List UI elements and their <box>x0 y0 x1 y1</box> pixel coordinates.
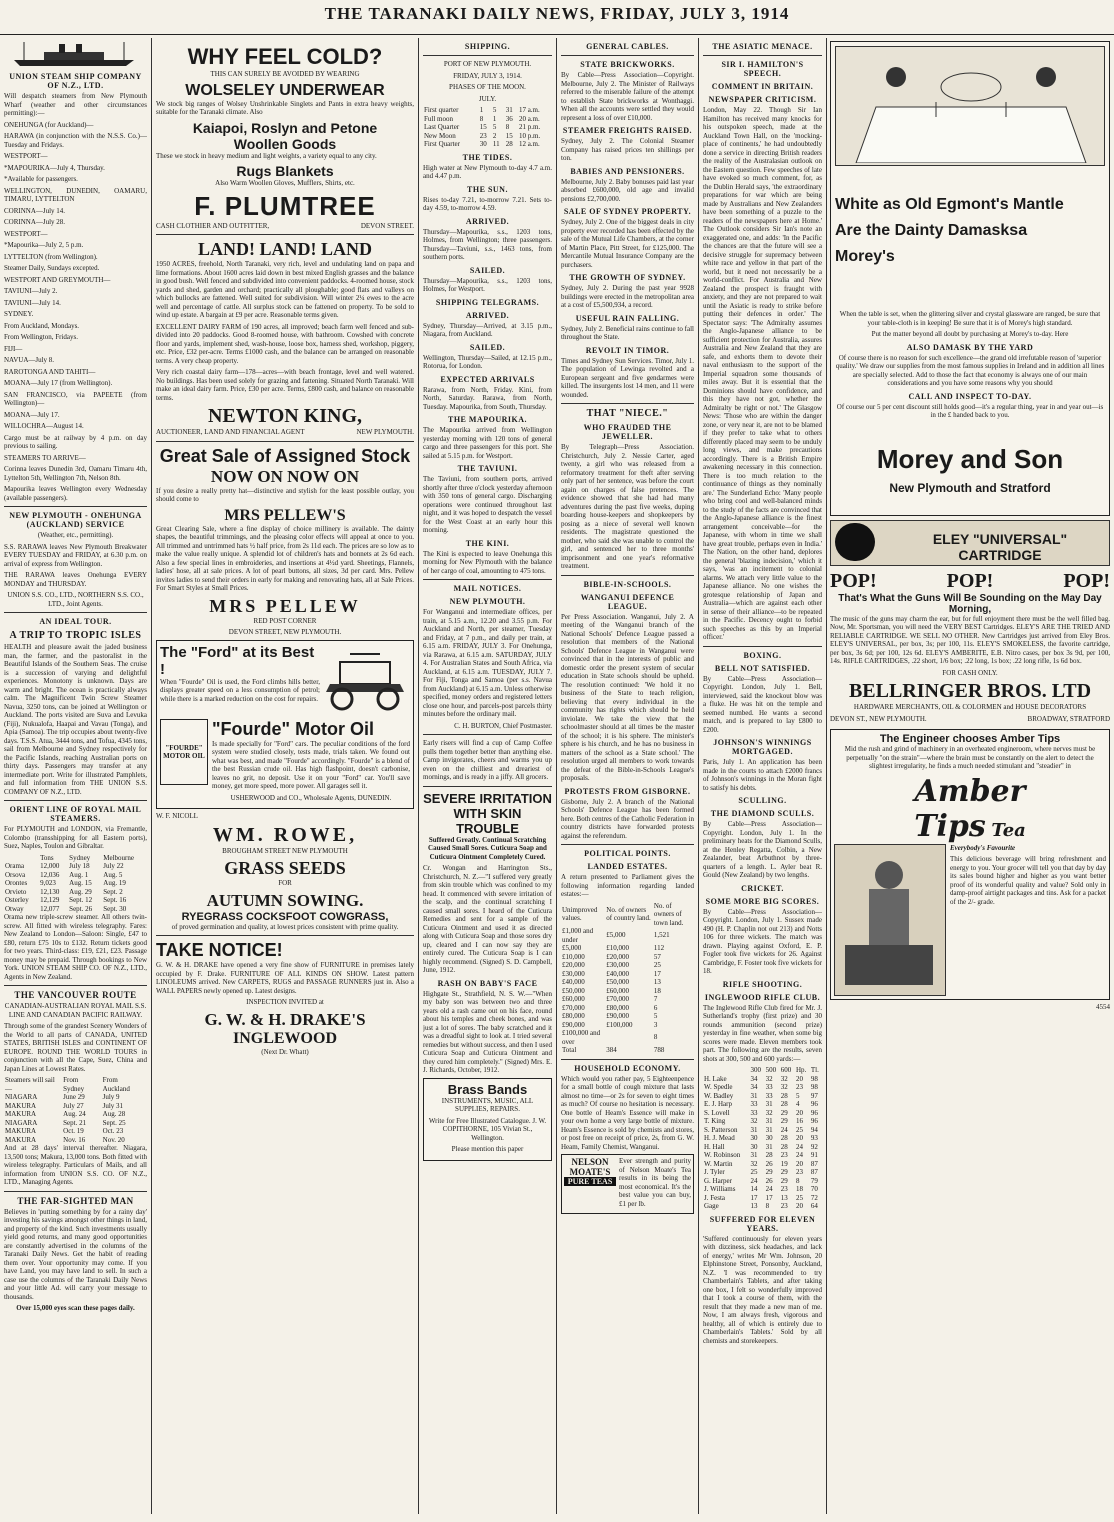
np: NEW PLYMOUTH. <box>449 597 526 606</box>
sydney-prop-text: Sydney, July 2. One of the biggest deals in city property ever recorded has been effected by the sale of the Mutual Life Chambers, at the corner of Martin Place, Pitt Street, for £125,000. The Mercantile Mutual Insurance Company are the purchasers. <box>561 218 694 269</box>
onehunga-sub: (Weather, etc., permitting). <box>37 531 114 539</box>
pellew-sub: DEVON STREET, NEW PLYMOUTH. <box>228 628 342 636</box>
page-number: 4554 <box>1096 1002 1110 1011</box>
farsighted-title: THE FAR-SIGHTED MAN <box>17 1195 134 1206</box>
morey-son: Morey and Son <box>876 443 1064 474</box>
brass4: Please mention this paper <box>451 1145 524 1153</box>
tropic-text: HEALTH and pleasure await the jaded business man, the farmer, and the pastoralist in the Beautiful Islands of the Southern Seas. The cruise is a succession of varying and delightful experiences. Monotony is unknown. Days are warm and bright. The ocean is practically always calm. The Magnificent Twin Screw Steamer Navua, 3250 tons, can be joined at Wellington or Auckland. The ports visited are Suva and Levuka (Fiji), Nukualofa, Haapai and Vavau (Tonga), and Apia (Samoa). The trip occupies about twenty-five days. T.S.S. Atua, 3444 tons, and Tofua, 4345 tons, sail from Melbourne and Sydney respectively for the Pacific Islands, reaching Australian ports on thirty days. Passengers may transfer at any intermediate port. Write for illustrated Pamphlets, and full information from THE UNION S.S. COMPANY OF N.Z., LTD. <box>4 643 147 796</box>
table-row: £80,000 £90,000 5 <box>562 1012 658 1020</box>
brickworks: STATE BRICKWORKS. <box>580 60 675 69</box>
sun: THE SUN. <box>467 184 508 194</box>
criticism: NEWSPAPER CRITICISM. <box>708 95 817 104</box>
table-row: £30,000 £40,000 17 <box>562 969 661 978</box>
farsighted-end: Over 15,000 eyes scan these pages daily. <box>16 1304 135 1312</box>
table-row: W. Robinson 31 28 23 24 91 <box>704 1151 818 1159</box>
table-row: Orsova 12,036 Aug. 1 Aug. 5 <box>5 870 123 879</box>
cold-title: WHY FEEL COLD? <box>187 44 383 69</box>
column-news <box>703 38 822 1516</box>
table-row: MAKURA July 27 July 31 <box>5 1101 124 1110</box>
guns: That's What the Guns Will Be Sounding on the May Day Morning, <box>838 592 1102 615</box>
freights: STEAMER FREIGHTS RAISED. <box>562 126 693 135</box>
rowe-title: WM. ROWE, <box>212 823 358 846</box>
mapourika: THE MAPOURIKA. <box>448 415 527 424</box>
union-schedule: Will despatch steamers from New Plymouth Wharf (weather and other circumstances permitting):— ONEHUNGA (for Auckland)— HARAWA (in conjunction with the N.S.S. Co.)—Tuesday and Fridays. WESTPORT— *MAPOURIKA—July 4, Thursday. *Available for passengers. WELLINGTON, DUNEDIN, OAMARU, TIMARU, LYTTELTON CORINNA—July 14. CORINNA—July 28. WESTPORT— *Mapourika—July 2, 5 p.m. LYTTELTON (from Wellington). Steamer Daily, Sundays excepted. WESTPORT AND GREYMOUTH— TAVIUNI—July 2. TAVIUNI—July 14. SYDNEY. From Auckland, Mondays. From Wellington, Fridays. FIJI— NAVUA—July 8. RAROTONGA AND TAHITI— MOANA—July 17 (from Wellington). SAN FRANCISCO, via PAPEETE (from Wellington)— MOANA—July 17. WILLOCHRA—August 14. Cargo must be at railway by 4 p.m. on day previous to sailing. STEAMERS TO ARRIVE— Corinna leaves Dunedin 3rd, Oamaru Timaru 4th, Lyttelton 5th, Wellington 7th, Nelson 8th. Mapourika leaves Wellington every Wednesday (available passengers). <box>4 92 147 502</box>
table-row: W. Badley 31 33 28 5 97 <box>704 1091 818 1100</box>
table-row: G. Harper 24 26 29 8 79 <box>704 1176 818 1185</box>
sailed2-text: Wellington, Thursday—Sailed, at 12.15 p.m., Rotorua, for London. <box>423 353 552 370</box>
arrived-text: Thursday—Mapourika, s.s., 1203 tons, Holmes, from Wellington; three passengers. Thursday—Taviuni, s.s., 1463 tons, from southern ports. <box>423 227 552 261</box>
rash: RASH ON BABY'S FACE <box>437 978 538 988</box>
table-row: £5,000 £10,000 112 <box>562 944 665 952</box>
inspection: INSPECTION INVITED at <box>246 998 324 1006</box>
landed: LANDED ESTATES. <box>587 862 668 871</box>
suffered: SUFFERED FOR ELEVEN YEARS. <box>709 1214 816 1233</box>
asiatic-text: London, May 22. Though Sir Ian Hamilton has received many knocks for his outspoken speech, made at the Auckland Town Hall, on the 'mocking-place of continents,' he had undoubtedly done a service in directing British readers the reality of the Australasian outlook on the Eastern question. Few speeches of late have evoked so much comment, for, as the Dublin Herald says, 'the extraordinary preparations for war which are being made by Australians and New Zealanders have been something of a puzzle to the readers of the newspapers here at Home.' The Outlook considers Sir Ian's note an exaggerated one, and adds: 'In the Pacific the chances are that the future will see a decisive struggle for supremacy between white race and yellow in that part of the world, but it need not necessarily be a world-conflict. For Australia and New Zealand the prospect is fraught with anxiety, and they are not prepared to wait until the Asiatic is ready to strike before putting their defences in order.' The Spectator says: 'The Admiralty assumes the Anglo-Japanese alliance to be sufficient protection for Australia, assures Australia and New Zealand that they are safe, and exhorts them to devote their naval enthusiasm to the support of the Imperial squadron some thousands of miles away. But it is essential that the Dominions should have confidence, and this they have not got, whether the Admiralty be right or not.' The Glasgow News: 'Those who are within the danger zone, or very near it, are not to be blamed if they prefer to take what to others differently placed may seem to be unduly long views, and make precautions accordingly. There is a British Empire awakening necessary in this connection. There is too much relation to the continuance of things as they nominally are.' The Sunderland Echo: 'Many people who bring cool and well-balanced minds to the study of the facts are convinced that the Anglo-Japanese alliance is the finest arrangement conceivable—for the Japanese, with whom in time we shall have great trouble, perhaps even in India.' The Nation, on the other hand, deplores the general 'blazing indecision,' which it says, 'was an incitement to colonial alarms. We attach very little value to the Japanese alliance. No one wishes the grotesque relationship of Japan and Australia—which are against each other in sense of their alliance—to be repeated in the Pacific. Decency ought to forbid such speeches as this by an Imperial officer.' <box>703 106 822 641</box>
orient-text: For PLYMOUTH and LONDON, via Fremantle, Colombo (transshipping for all Eastern ports), Suez, Naples, Toulon and Gibraltar. <box>4 825 147 850</box>
table-row: S. Lovell 33 32 29 20 96 <box>704 1108 818 1117</box>
cold-sub: THIS CAN SURELY BE AVOIDED BY WEARING <box>210 70 360 78</box>
sailed2: SAILED. <box>469 342 506 352</box>
pellews: MRS PELLEW'S <box>224 506 346 524</box>
land-title: LAND! LAND! LAND <box>198 239 372 259</box>
niece: THAT "NIECE." <box>586 408 669 419</box>
table-row: Total 384 788 <box>562 1046 665 1054</box>
sailed: SAILED. <box>469 265 506 275</box>
cricket-text: By Cable—Press Association—Copyright. London, July 1. Sussex made 490 (H. P. Chaplin not out 213) and Notts 106 for three wickets. The match was drawn. Playing against Oxford, E. P. Fogler took five wickets for 26. Against Cambridge, F. Foster took five wickets for 18. <box>703 907 822 975</box>
ford-text: When "Fourde" Oil is used, the Ford climbs hills better, displays greater speed on a less consumption of petrol; while there is a marked reduction on the cost for repairs. <box>160 677 320 703</box>
jeweller: WHO FRAUDED THE JEWELLER. <box>583 423 672 441</box>
babies: BABIES AND PENSIONERS. <box>570 166 685 176</box>
tides-text: High water at New Plymouth to-day 4.7 a.m. and 4.47 p.m. <box>423 163 552 180</box>
shipping-title: SHIPPING. <box>464 42 511 51</box>
now-on: NOW ON NOW ON <box>210 466 360 486</box>
bible-text: Per Press Association. Wanganui, July 2. A meeting of the Wanganui branch of the National Schools' Defence League passed a resolution that members of the National Schools' Defence League in Wanganui were convinced that in the interests of public and domestic order the present system of secular education in State schools should be upheld. The resolution continued: 'We hold it no business of the State to teach religion, believing that every individual in the community has rights which should be held inviolate. We take the view that the schoolmaster should at all times be the master of the school; it is his sphere. The minister's sphere is his church, and he has no business in matters of the school as a State school.' The resolution urged all members to work towards the defeat of the Bible-in-Schools League's proposals. <box>561 612 694 782</box>
diamond: THE DIAMOND SCULLS. <box>710 809 815 818</box>
cash-only: FOR CASH ONLY. <box>942 668 998 677</box>
table-row: £60,000 £70,000 7 <box>562 995 658 1003</box>
brass3: Write for Free Illustrated Catalogue. J. W. COPITHORNE, 105 Vivian St., Wellington. <box>428 1116 547 1142</box>
table-row: Last Quarter 15 5 8 21 p.m. <box>424 123 541 131</box>
damask: ALSO DAMASK BY THE YARD <box>906 342 1034 352</box>
kini-text: The Kini is expected to leave Onehunga this morning for New Plymouth with the balance of her cargo of coal, amounting to 475 tons. <box>423 549 552 575</box>
plumtree: F. PLUMTREE <box>194 190 376 221</box>
for-word: FOR <box>278 879 292 887</box>
column-rule <box>826 38 827 1514</box>
cuticura-text: Cr. Wongan and Harrington Sts., Christchurch, N. Z.—"I suffered very greatly from skin trouble which was confined to my head. It commenced with severe irritation of the scalp, and the continual scratching I caused small sores. I heard of the Cuticura Remedies and sent for a sample of the Cuticura Ointment and used it as directed along with Cuticura Soap and those sores dry up, cleared and I can now say they are entirely cured. The Cuticura Soap is I can highly recommend. (Signed) S. D. Campbell, June, 1912. <box>423 864 552 974</box>
vancouver-text: Through some of the grandest Scenery Wonders of the World to all parts of CANADA, UNITED STATES, BRITISH ISLES and CONTINENT OF EUROPE. ROUND THE WORLD TOURS in conjunction with all the Cape, Suez, China and Japan Lines at Lowest Rates. <box>4 1022 147 1073</box>
moreys: Morey's <box>835 248 895 265</box>
onehunga-text: THE RARAWA leaves Onehunga EVERY MONDAY and THURSDAY. <box>4 571 147 588</box>
nicoll: W. F. NICOLL <box>156 812 198 820</box>
bell-text: By Cable—Press Association—Copyright. London, July 1. Bell, interviewed, said the knockout blow was a fluke. He was hit on the temple and seemed numbed. He wants a second match, and is prepared to lay £800 to £200. <box>703 674 822 734</box>
table-row: £10,000 £20,000 57 <box>562 952 661 961</box>
taviuni: THE TAVIUNI. <box>457 464 518 473</box>
column-cables <box>561 38 694 1516</box>
oil-can-icon: "FOURDE" MOTOR OIL <box>160 719 208 785</box>
asiatic: THE ASIATIC MENACE. <box>712 42 813 51</box>
rain-text: Sydney, July 2. Beneficial rains continue to fall throughout the State. <box>561 324 694 341</box>
ford-title: The "Ford" at its Best ! <box>160 643 315 678</box>
column-rule <box>151 38 152 1514</box>
ryegrass: RYEGRASS COCKSFOOT COWGRASS, <box>181 910 389 923</box>
orient-table: Tons Sydney Melbourne Orama 12,000 July 18 July 22 Orsova 12,036 Aug. 1 Aug. 5 Orontes 9,023 Aug. 15 Aug. 19 Orvieto 12,130 Aug. 29 Sept. 2 Osterley 12,129 Sept. 12 Sept. 16 Otway 12,077 Sept. 26 Sept. 30 <box>4 854 147 914</box>
vancouver-sub: CANADIAN-AUSTRALIAN ROYAL MAIL S.S. LINE AND CANADIAN PACIFIC RAILWAY. <box>4 1002 147 1019</box>
union-title: UNION STEAM SHIP COMPANY OF N.Z., LTD. <box>9 72 142 90</box>
wolseley: WOLSELEY UNDERWEAR <box>185 81 385 99</box>
table-row: J. Williams 14 24 23 18 70 <box>704 1185 818 1193</box>
usherwood: USHERWOOD and CO., Wholesale Agents, DUNEDIN. <box>230 793 392 802</box>
next-dr: (Next Dr. Whatt) <box>261 1047 309 1056</box>
onehunga-title: NEW PLYMOUTH - ONEHUNGA (AUCKLAND) SERVICE <box>9 511 142 529</box>
johnson: JOHNSON'S WINNINGS MORTGAGED. <box>713 738 812 756</box>
table-row: £50,000 £60,000 18 <box>562 986 661 995</box>
grass-seeds: GRASS SEEDS <box>224 858 346 878</box>
kaiapoi: Kaiapoi, Roslyn and Petone <box>192 119 378 136</box>
sculling: SCULLING. <box>738 796 787 805</box>
rifle-table: 300 500 600 Hp. Tl. H. Lake 34 32 32 20 98 W. Spedle 34 33 32 23 98 W. Badley 31 33 28 5 97 E. J. Harp 33 31 28 4 96 S. Lovell 33 32 29 20 96 T. King 32 31 29 16 96 S. Patterson 31 31 24 25 94 H. J. Mead 30 30 28 20 93 H. Hall 30 31 28 24 92 W. Robinson 31 28 23 24 91 W. Martin 32 26 19 20 87 J. Tyler 25 29 29 23 87 G. Harper 24 26 29 8 79 J. Williams 14 24 23 18 70 J. Festa 17 17 13 25 72 Gage 13 8 23 20 64 <box>703 1066 822 1211</box>
table-row: £1,000 and under £5,000 1,521 <box>562 927 670 944</box>
taviuni-text: The Taviuni, from southern ports, arrived shortly after three o'clock yesterday afternoon with 350 tons of general cargo. Discharging operations were continued throughout last night, and it was hoped to despatch the vessel for the West Coast at an early hour this morning. <box>423 475 552 534</box>
amber-text: This delicious beverage will bring refreshment and energy to you. Your grocer will tell you that day by day its sales bound higher and higher as you want better proof of its wonderful quality and value? Sold only in damp-proof airtight packages and tins. Ask for a packet of the 2/- grade. <box>950 855 1106 906</box>
rugs-text: Also Warm Woollen Gloves, Mufflers, Shirts, etc. <box>215 179 355 187</box>
table-row: H. Hall 30 31 28 24 92 <box>704 1142 818 1151</box>
rain: USEFUL RAIN FALLING. <box>575 313 680 323</box>
newton-king: NEWTON KING, <box>207 405 363 427</box>
table-row: Full moon 8 1 36 20 a.m. <box>424 114 540 123</box>
table-row: T. King 32 31 29 16 96 <box>704 1117 818 1125</box>
comment: COMMENT IN BRITAIN. <box>711 82 814 91</box>
woollen: Woollen Goods <box>233 135 337 152</box>
steamship-icon <box>4 40 147 68</box>
table-row: £70,000 £80,000 6 <box>562 1003 658 1012</box>
babies-text: Melbourne, July 2. Baby bonuses paid last year absorbed £600,000, old age and invalid pensions £2,700,000. <box>561 177 694 203</box>
woollen-text: These we stock in heavy medium and light weights, a variety equal to any city. <box>156 151 377 160</box>
pop-row: POP! POP! POP! <box>830 569 1110 592</box>
table-row: J. Festa 17 17 13 25 72 <box>704 1193 818 1202</box>
vancouver-table: Steamers will sail— From Sydney From Auckland NIAGARA June 29 July 9 MAKURA July 27 July 31 MAKURA Aug. 24 Aug. 28 NIAGARA Sept. 21 Sept. 25 MAKURA Oct. 19 Oct. 23 MAKURA Nov. 16 Nov. 20 <box>4 1076 147 1144</box>
table-row: J. Tyler 25 29 29 23 87 <box>704 1168 818 1176</box>
table-row: W. Martin 32 26 19 20 87 <box>704 1159 818 1168</box>
morey-text: Of course our 5 per cent discount still holds good—it's a regular thing, year in and year out—is in the £ handed back to you. <box>836 402 1104 419</box>
arrived2: ARRIVED. <box>465 310 510 320</box>
july: JULY. <box>478 94 497 103</box>
table-row: First quarter 1 5 31 17 a.m. <box>424 106 540 114</box>
pellew-text: Great Clearing Sale, where a fine display of choice millinery is available. The dainty shapes, the beautiful trimmings, and the pleasing color effects will appeal at once to you. All trimmed and untrimmed hats ½ half price, from 2s 11d each. The prices are so low as to make the value really unique. A splendid lot of children's hats and bonnets at 2s 6d each. Also a few special lines in embroideries, and insertions at 4½d yard. Sheetings, Flannels, ladies' hose, all at sale prices. A lot of pearl buttons, all sizes, 3d per card. Mrs. Pellew invites ladies to send their orders in early for making and renovating hats, all at Sale Prices. For Smart Styles at Small Prices. <box>156 524 414 592</box>
cartridge-icon <box>835 523 875 561</box>
league: WANGANUI DEFENCE LEAGUE. <box>580 592 675 611</box>
telegrams: SHIPPING TELEGRAMS. <box>435 297 540 307</box>
port: PORT OF NEW PLYMOUTH. <box>443 60 532 68</box>
sailed-text: Thursday—Mapourika, s.s., 1203 tons, Holmes, for Westport. <box>423 276 552 293</box>
ideal-tour: AN IDEAL TOUR. <box>39 617 112 626</box>
white-mantle: White as Old Egmont's Mantle <box>835 196 1064 213</box>
bell: BELL NOT SATISFIED. <box>714 663 811 673</box>
table-row: New Moon 23 2 15 10 p.m. <box>424 131 541 140</box>
morey-ad <box>830 41 1110 516</box>
severe1: SEVERE IRRITATION <box>423 790 552 806</box>
pellew-sub: RED POST CORNER <box>253 616 317 625</box>
table-row: S. Patterson 31 31 24 25 94 <box>704 1125 818 1134</box>
timor: REVOLT IN TIMOR. <box>585 345 670 355</box>
hamilton: SIR I. HAMILTON'S SPEECH. <box>721 60 804 78</box>
table-row: First Quarter 30 11 28 12 a.m. <box>424 140 540 148</box>
plumtree-address: CASH CLOTHIER AND OUTFITTER, DEVON STREET. <box>156 221 414 230</box>
vancouver-title: THE VANCOUVER ROUTE <box>14 990 137 1000</box>
phases: PHASES OF THE MOON. <box>449 83 526 91</box>
table-row: £20,000 £30,000 25 <box>562 961 661 969</box>
ryegrass-text: of proved germination and quality, at lowest prices consistent with prime quality. <box>171 922 399 931</box>
column-shipping <box>423 38 552 1516</box>
table-row: £40,000 £50,000 13 <box>562 978 661 986</box>
table-row: W. Spedle 34 33 32 23 98 <box>704 1083 818 1091</box>
landed-table: Unimproved values. No. of owners of country land. No. of owners of town land. £1,000 and under £5,000 1,521 £5,000 £10,000 112 £10,000 £20,000 57 £20,000 £30,000 25 £30,000 £40,000 17 £40,000 £50,000 13 £50,000 £60,000 18 £60,000 £70,000 7 £70,000 £80,000 6 £80,000 £90,000 5 £90,000 £100,000 3 £100,000 and over 8 Total 384 788 <box>561 902 694 1055</box>
wolseley-text: We stock big ranges of Wolsey Unshrinkable Singlets and Pants in extra heavy weights, suitable for the Taranaki climate. Also <box>156 99 414 116</box>
general-cables: GENERAL CABLES. <box>586 42 669 51</box>
table-row: Orama 12,000 July 18 July 22 <box>5 862 124 870</box>
burton: C. H. BURTON, Chief Postmaster. <box>454 721 552 730</box>
growth-text: Sydney, July 2. During the past year 9928 buildings were erected in the metropolitan area at a cost of £5,500,934, a record. <box>561 284 694 309</box>
mail-text: For Wanganui and intermediate offices, per train, at 5.15 a.m., 12.20 and 3.55 p.m. For Auckland and North, per steamer, Tuesday and Friday, at 7 p.m., and daily per train, at 6.15 a.m. FRIDAY, JULY 3. For Onehunga, via Rarawa, at 6.15 a.m. SATURDAY, JULY 4. For Australian States and South Africa, via Auckland, at 6.15 a.m. TUESDAY, JULY 7. For Fiji, Tonga and Samoa (per s.s. Navua from Auckland) at 6.15 a.m. Unless otherwise specified, money orders and registered letters close one hour, and parcels-post parcels thirty minutes before the ordinary mail. <box>423 608 552 718</box>
freights-text: Sydney, July 2. The Colonial Steamer Company has raised prices ten shillings per ton. <box>561 137 694 162</box>
column-rule <box>698 38 699 1514</box>
favourite: Everybody's Favourite <box>950 843 1016 852</box>
table-row: Otway 12,077 Sept. 26 Sept. 30 <box>5 904 127 913</box>
table-row: Orontes 9,023 Aug. 15 Aug. 19 <box>5 879 126 887</box>
table-row: MAKURA Oct. 19 Oct. 23 <box>5 1127 124 1135</box>
dainty-damasks: Are the Dainty Damasksa <box>835 222 1028 239</box>
cuticura-head: Suffered Greatly. Continual Scratching Caused Small Sores. Cuticura Soap and Cuticura Ointment Completely Cured. <box>428 835 547 861</box>
early-text: Early risers will find a cup of Camp Coffee pulls them together better than anything else. Camp invigorates, cheers and warms you up even on the chilliest and dreariest of mornings, and is ready in a jiffy. All grocers. <box>423 739 552 781</box>
table-row: H. J. Mead 30 30 28 20 93 <box>704 1134 818 1142</box>
dining-table-illustration <box>835 46 1105 166</box>
bellringer: BELLRINGER BROS. LTD <box>848 680 1092 702</box>
guns-text: The music of the guns may charm the ear, but for full enjoyment there must be the well filled bag. Now, Mr. Sportsman, you will need the VERY BEST Cartridges. ELEY'S ARE THE TRIED AND RELIABLE CARTRIDGE. WE SELL NO OTHER. New Cartridges just arrived from Eley Bros. ELEY'S UNIVERSAL, per box, 3s; per 100, 11s. ELEY'S SMOKELESS, the favorite cartridge, per box, 3s 6d; per 100, 12s 6d. ELEY'S AMBERITE, E.B. Nitro cases, per box 3s 9d, per 100, 14s. RIFLE CARTRIDGES, .22 short, 1/6 box; .22 long, 1s box; .22 long rifle, 1s 6d box. <box>830 614 1110 665</box>
vancouver-after: And at 28 days' interval thereafter. Niagara, 13,500 tons; Makura, 13,000 tons. Both fitted with wireless telegraphy. Particulars of Mails, and all information from UNION S.S. CO. OF N.Z., LTD., Managing Agents. <box>4 1144 147 1186</box>
amber-tips-ad <box>830 729 1110 1000</box>
land-text: EXCELLENT DAIRY FARM of 190 acres, all improved; beach farm well fenced and sub-divided into 20 paddocks. Good 8-roomed house, with bathroom. Cowshed with concrete floor and yards, implement shed, wash-house, loose box, harness shed, workshop, piggery, etc. Price, £32 per-acre. Terms £1000 cash, and the balance can be arranged on reasonable terms. A very cheap property. <box>156 322 414 365</box>
orient-after: Orama new triple-screw steamer. All others twin-screw. All fitted with wireless telegraphy. Fares: New Zealand to London—Saloon: Single, £47 to £80, return £75 10s to £132. Return tickets good for two years. Third-class: £19, £21, £23. Passage money may be prepaid. Through bookings to New York. UNION STEAM SHIP CO. OF N.Z., LTD., Agents in New Zealand. <box>4 913 147 981</box>
inglewood: INGLEWOOD <box>232 1029 337 1047</box>
column-rule <box>556 38 557 1514</box>
rowe-street: BROUGHAM STREET NEW PLYMOUTH <box>222 846 348 855</box>
onehunga-text: S.S. RARAWA leaves New Plymouth Breakwater EVERY TUESDAY and FRIDAY, at 6.30 p.m. on arrival of express from Wellington. <box>4 542 147 568</box>
mapourika-text: The Mapourika arrived from Wellington yesterday morning with 120 tons of general cargo and three passengers for this port. She sailed at 5.15 p.m. for Westport. <box>423 426 552 460</box>
brass-ad <box>423 1078 552 1161</box>
scores: SOME MORE BIG SCORES. <box>705 896 820 906</box>
table-row: Osterley 12,129 Sept. 12 Sept. 16 <box>5 896 127 904</box>
notice-text: G. W. & H. DRAKE have opened a very fine show of FURNITURE in premises lately occupied by F. Drake. FURNITURE OF ALL KINDS ON SHOW. Latest pattern LINOLEUMS arrived. New CARPETS, RUGS and PASSAGE RUNNERS just in. Also a WALL PAPERS newly opened up. Latest designs. <box>156 961 414 995</box>
table-row: £90,000 £100,000 3 <box>562 1020 658 1029</box>
inglewood-club: INGLEWOOD RIFLE CLUB. <box>704 992 821 1002</box>
table-row: £100,000 and over 8 <box>562 1029 658 1046</box>
call-inspect: CALL AND INSPECT TO-DAY. <box>908 391 1032 401</box>
amber-tips-logo: Amber Tips Tea <box>914 773 1026 844</box>
engineer-text: Mid the rush and grind of machinery in an overheated engineroom, where nerves must be perpetually "on the strain"—where the brain must be constantly on the alert to detect the slightest irregularity, he finds a much needed stimulant and "steadier" in <box>844 745 1096 770</box>
fourde-title: "Fourde" Motor Oil <box>212 718 375 739</box>
expected: EXPECTED ARRIVALS <box>440 374 535 384</box>
growth: THE GROWTH OF SYDNEY. <box>569 273 686 282</box>
masthead: THE TARANAKI DAILY NEWS, FRIDAY, JULY 3, 1914 <box>0 4 1114 35</box>
table-row: NIAGARA Sept. 21 Sept. 25 <box>5 1118 126 1127</box>
rifle-text: The Inglewood Rifle Club fired for Mr. J. Sutherland's trophy (first prize) and 30 rounds ammunition (second prize) yesterday in fine weather, when some big scores were made. Eleven members took part. The following are the results, seven shots at 300, 500 and 600 yards:— <box>703 1003 822 1063</box>
pellew-big: MRS PELLEW <box>209 595 361 616</box>
engineer-illustration <box>834 844 946 996</box>
assigned-stock: Great Sale of Assigned Stock <box>159 445 411 466</box>
boxing: BOXING. <box>743 650 782 660</box>
newton-address: AUCTIONEER, LAND AND FINANCIAL AGENT NEW PLYMOUTH. <box>156 428 414 436</box>
table-row: E. J. Harp 33 31 28 4 96 <box>704 1100 818 1108</box>
cricket: CRICKET. <box>741 883 784 893</box>
orient-title: ORIENT LINE OF ROYAL MAIL STEAMERS. <box>9 805 142 823</box>
household-text: Which would you rather pay, 5 Eighteenpence for a small bottle of cough mixture that lasts almost no time—or 2s for seven to eight times as much? Of course no hesitation is necessary. One bottle of Heam's Essence will make in your own home a very large bottle of mixture. Heam's Essence is sold by chemists and stores, or post free on receipt of price, 2s, from G. W. Heam, Family Chemist, Wanganui. <box>561 1074 694 1151</box>
household: HOUSEHOLD ECONOMY. <box>574 1063 681 1073</box>
gisborne: PROTESTS FROM GISBORNE. <box>564 786 691 796</box>
bell-address: DEVON ST., NEW PLYMOUTH. BROADWAY, STRATFORD <box>830 714 1110 723</box>
table-row: Gage 13 8 23 20 64 <box>704 1202 818 1210</box>
mail: MAIL NOTICES. <box>453 584 522 593</box>
friday: FRIDAY, JULY 3, 1914. <box>453 71 522 80</box>
column-shipping-ads <box>4 38 147 1516</box>
rash-text: Highgate St., Strathfield, N. S. W.—"When my baby son was between two and three years old a rash came out on his face, round about his temples and cheek bones, and was just a lot of sores. The baby scratched and it was a dreadful sight to look at. I tried several remedies but without success, and then I used Cuticura Soap and Cuticura Ointment and they cured him completely." (Signed) Mrs. E. J. Richards, October, 1912. <box>423 989 552 1074</box>
table-row: MAKURA Nov. 16 Nov. 20 <box>5 1135 125 1144</box>
morey-text: Put the matter beyond all doubt by purchasing at Morey's to-day. Here <box>871 330 1069 338</box>
bell-sub: HARDWARE MERCHANTS, OIL & COLORMEN and HOUSE DECORATORS <box>853 703 1087 711</box>
table-row: NIAGARA June 29 July 9 <box>5 1093 120 1101</box>
johnson-text: Paris, July 1. An application has been made in the courts to attach £2000 francs of Johnson's winnings in the Moran fight to satisfy his debts. <box>703 758 822 792</box>
fourde-text: Is made specially for "Ford" cars. The peculiar conditions of the ford system were studied closely, tests made, trials taken. We found out what was best, and made "Fourde" accordingly. "Fourde" is a blend of the best Russian crude oil. Has high flashpoint, doesn't carbonise, leaves no grit, no deposit. Use it on your "Ford" car. You'll save money, get more speed, more power. All garages sell it. <box>212 739 410 790</box>
table-row: H. Lake 34 32 32 20 98 <box>704 1074 818 1083</box>
arrived: ARRIVED. <box>465 216 510 226</box>
niece-text: By Telegraph—Press Association. Christchurch, July 2. Nessie Carter, aged twenty, a girl who was released from a reformatory treatment for theft after serving only part of her sentence, was before the court again on charges of false pretences. The evidence showed that she had had many adventures during the past five weeks, duping boarding house-keepers and shopkeepers by posing as a niece of several well known residents. The magistrate questioned the mother, who said she was unable to control the girl, and sentenced her to three months' imprisonment and one year's reformative treatment. <box>561 443 694 570</box>
bible: BIBLE-IN-SCHOOLS. <box>583 579 672 589</box>
rifle: RIFLE SHOOTING. <box>722 979 803 989</box>
column-display-ads <box>830 38 1110 1516</box>
column-ads <box>156 38 414 1516</box>
political: POLITICAL POINTS. <box>584 849 671 858</box>
ford-ad <box>156 640 414 810</box>
notice-title: TAKE NOTICE! <box>156 940 283 960</box>
land-text: Very rich coastal dairy farm—178—acres—with beach frontage, level and well watered. No buildings. Has been used solely for grazing and fattening. Situated North Taranaki. Will make an ideal dairy farm. Price, £30 per acre. Terms, £800 cash, and balance on reasonable terms. <box>156 368 414 402</box>
landed-text: A return presented to Parliament gives the following information regarding landed estates:— <box>561 873 694 898</box>
timor-text: Times and Sydney Sun Services. Timor, July 1. The population of Lewinga revolted and a European sergeant and five gendarmes were killed. The insurgents lost 14 men, and 11 were wounded. <box>561 356 694 399</box>
gisborne-text: Gisborne, July 2. A branch of the National Schools' Defence League has been formed here. Both centres of the Catholic Federation in country districts have forwarded protests against the referendum. <box>561 797 694 840</box>
brass1: Brass Bands <box>447 1081 528 1097</box>
severe2: WITH SKIN TROUBLE <box>453 805 522 836</box>
engineer: The Engineer chooses Amber Tips <box>879 733 1061 745</box>
tropic-title: A TRIP TO TROPIC ISLES <box>9 630 142 641</box>
expected-text: Rarawa, from North, Friday. Kini, from North, Saturday. Rarawa, from North, Tuesday. Mapourika, from South, Thursday. <box>423 385 552 411</box>
np-stratford: New Plymouth and Stratford <box>889 480 1051 495</box>
suffered-text: 'Suffered continuously for eleven years with dizziness, sick headaches, and lack of energy,' writes Mr Wm. Johnson, 20 Elphinstone Street, Ponsonby, Auckland, N.Z. 'I was recommended to try Chamberlain's Tablets, and after taking one box, I felt so wonderfully improved that I took a course of them, with the result that they made a new man of me. Now, I am always fresh, vigorous and healthy, all of which is entirely due to Chamberlain's Tablets.' Sold by all chemists and storekeepers. <box>703 1234 822 1345</box>
morey-text: Of course there is no reason for such excellence—the grand old irrefutable reason of 'superior quality.' We draw our supplies from the most famous supplies in Ireland and in addition all lines are specially selected. Add to those the fact that economy is always one of our main considerations and you have some reasons why you should <box>835 353 1105 387</box>
column-rule <box>418 38 419 1514</box>
drake-big: G. W. & H. DRAKE'S <box>204 1009 366 1029</box>
eley: ELEY "UNIVERSAL" CARTRIDGE <box>932 530 1068 563</box>
farsighted-text: Believes in 'putting something by for a rainy day' investing his savings amongst other things in land, and property of the kind. Such investments usually yield good returns, and many good opportunities are constantly advertised in the columns of the Taranaki Daily News. Get the habit of reading them over. Your opportunity may come. If you have Land, you may have land to sell. In such a case use the columns of the Taranaki Daily News and your little Ad. will carry your message to thousands. <box>4 1207 147 1301</box>
table-row: MAKURA Aug. 24 Aug. 28 <box>5 1110 126 1118</box>
sun-text: Rises to-day 7.21, to-morrow 7.21. Sets to-day 4.59, to-morrow 4.59. <box>423 195 552 212</box>
kini: THE KINI. <box>465 538 510 548</box>
union-signature: UNION S.S. CO., LTD., NORTHERN S.S. CO., LTD., Joint Agents. <box>7 591 144 608</box>
rugs: Rugs Blankets <box>236 163 334 179</box>
tides: THE TIDES. <box>462 152 513 162</box>
brick-text: By Cable—Press Association—Copyright. Melbourne, July 2. The Minister of Railways referred to the miserable failure of the attempt to establish State brickworks at Wonthaggi. When all the accounts were settled they would represent a loss of over £10,000. <box>561 71 694 122</box>
pellew-intro: If you desire a really pretty hat—distinctive and stylish for the least possible outlay, you should come to <box>156 486 414 503</box>
sydney-prop: SALE OF SYDNEY PROPERTY. <box>563 207 692 216</box>
moon-table <box>423 106 552 149</box>
motor-car-icon <box>320 644 410 719</box>
morey-text: When the table is set, when the glittering silver and crystal glassware are ranged, be sure that your table-cloth is in keeping! Be sure that it is of Morey's high standard. <box>839 310 1101 327</box>
autumn-sowing: AUTUMN SOWING. <box>206 890 364 910</box>
land-text: 1950 ACRES, freehold, North Taranaki, very rich, level and undulating land on papa and lime formations. About 1600 acres laid down in best mixed English grasses and the balance in good bush. Well fenced and subdivided into convenient paddocks. 4-roomed house, stock yards and shed, garden and orchard; practically all ploughable; good flats and valleys on which bullocks are fattened. Well suited for subdivision. Will winter 2¼ ewes to the acre well and percentage of cattle. All surplus stock can be fattened on property. To be sold to wind up estate. A bargain at £9 per acre. Reasonable terms given. <box>156 260 414 319</box>
arrived2-text: Sydney, Thursday—Arrived, at 3.15 p.m., Niagara, from Auckland. <box>423 321 552 338</box>
nelson-ad: NELSON MOATE'S PURE TEAS Ever strength and purity of Nelson Moate's Tea results in its being the most economical. It's the best value you can buy, £1 per lb. <box>561 1154 694 1214</box>
cartridge-illustration <box>830 520 1110 566</box>
table-row: Orvieto 12,130 Aug. 29 Sept. 2 <box>5 887 123 896</box>
diamond-text: By Cable—Press Association—Copyright. London, July 1. In the preliminary heats for the Diamond Sculls, at the Henley Regatta, Colbin, a New Zealander, beat Arbuthnot by three-quarters of a length. L. Ayler beat R. Gould (New Zealand) by two lengths. <box>703 820 822 879</box>
brass2: INSTRUMENTS, MUSIC, ALL SUPPLIES, REPAIRS. <box>441 1096 534 1113</box>
